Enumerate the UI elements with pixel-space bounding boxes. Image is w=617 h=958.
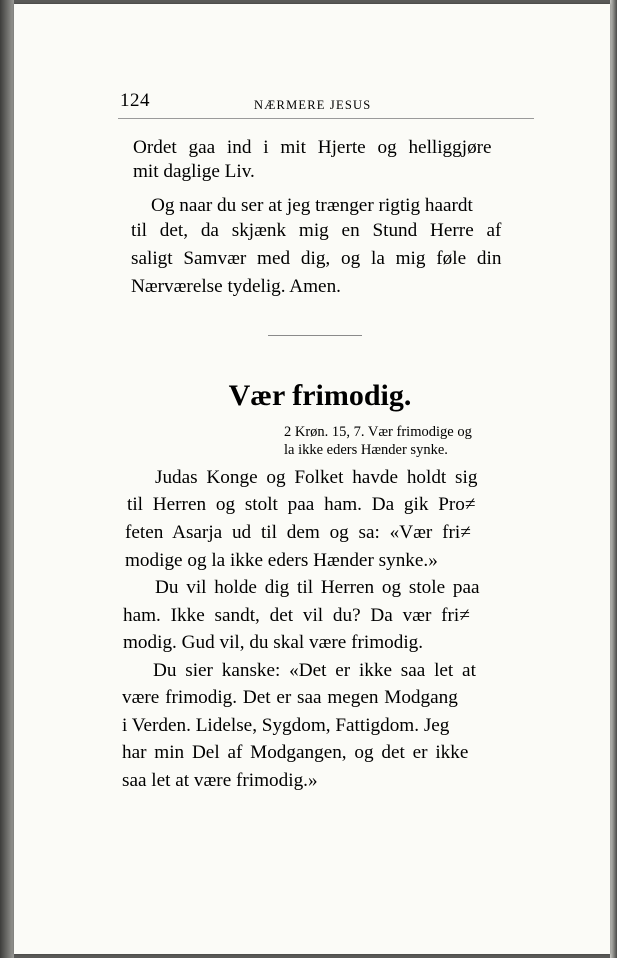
text-line: mit daglige Liv. <box>133 161 255 182</box>
text-line: til det, da skjænk mig en Stund Herre af <box>131 220 502 241</box>
text-line: være frimodig. Det er saa megen Modgang <box>122 687 458 708</box>
text-line: saa let at være frimodig.» <box>122 770 318 791</box>
section-title: Vær frimodig. <box>228 379 412 412</box>
text-line: Du sier kanske: «Det er ikke saa let at <box>153 660 476 681</box>
text-line: i Verden. Lidelse, Sygdom, Fattigdom. Jeg <box>122 715 450 736</box>
text-line: Nærværelse tydelig. Amen. <box>131 276 341 297</box>
text-line: Og naar du ser at jeg trænger rigtig haardt <box>151 195 473 216</box>
right-page-edge <box>610 0 617 958</box>
text-line: feten Asarja ud til dem og sa: «Vær fri≠ <box>125 522 471 543</box>
text-line: ham. Ikke sandt, det vil du? Da vær fri≠ <box>123 605 470 626</box>
text-line: Du vil holde dig til Herren og stole paa <box>155 577 480 598</box>
section-divider <box>268 335 362 336</box>
page-number: 124 <box>120 90 150 111</box>
text-line: modig. Gud vil, du skal være frimodig. <box>123 632 424 653</box>
text-line: modige og la ikke eders Hænder synke.» <box>125 550 438 571</box>
text-line: har min Del af Modgangen, og det er ikke <box>122 742 469 763</box>
text-line: til Herren og stolt paa ham. Da gik Pro≠ <box>127 494 476 515</box>
text-line: Ordet gaa ind i mit Hjerte og helliggjøre <box>133 137 492 158</box>
left-page-edge <box>0 0 14 958</box>
reference-line: la ikke eders Hænder synke. <box>284 442 448 458</box>
text-line: Judas Konge og Folket havde holdt sig <box>155 467 478 488</box>
running-title: NÆRMERE JESUS <box>254 98 372 112</box>
reference-line: 2 Krøn. 15, 7. Vær frimodige og <box>284 424 472 440</box>
page-header <box>118 88 534 119</box>
text-line: saligt Samvær med dig, og la mig føle din <box>131 248 502 269</box>
